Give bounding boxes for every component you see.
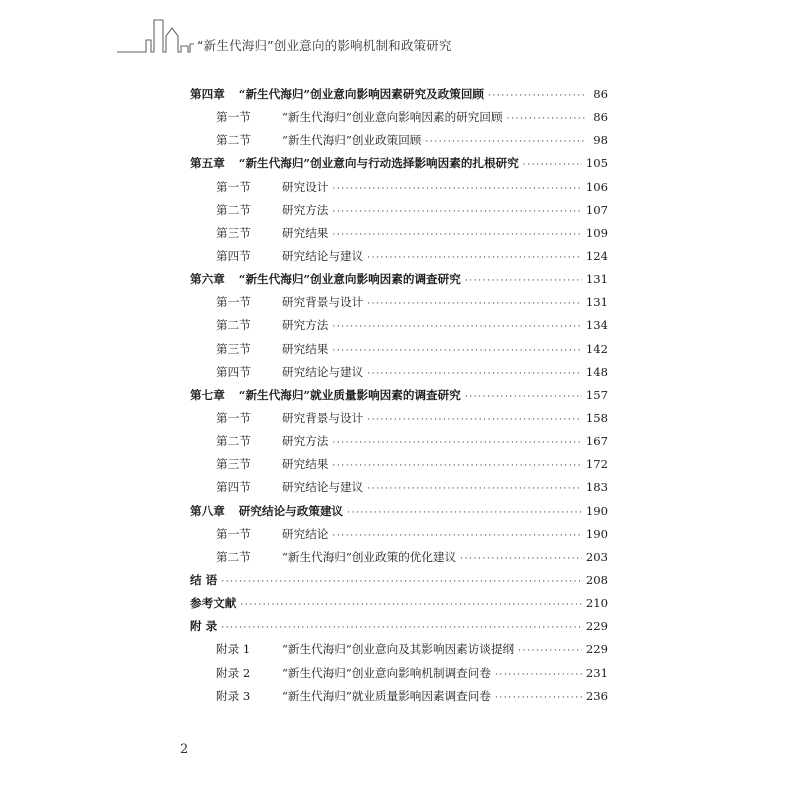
toc-section-entry[interactable] <box>190 199 608 222</box>
dot-leader <box>488 85 586 108</box>
toc-entry-number: 第二节 <box>216 549 251 564</box>
toc-entry-title: “新生代海归”就业质量影响因素调查问卷 <box>282 688 491 703</box>
toc-section-entry[interactable] <box>190 638 608 661</box>
toc-entry-number: 第一节 <box>216 526 251 541</box>
toc-entry-number: 第一节 <box>216 179 251 194</box>
dot-leader <box>332 455 581 478</box>
dot-leader <box>221 617 582 640</box>
toc-chapter-entry[interactable] <box>190 592 608 615</box>
toc-entry-page: 131 <box>585 272 608 287</box>
toc-section-entry[interactable] <box>190 106 608 129</box>
toc-entry-title: 研究方法 <box>282 434 329 449</box>
toc-entry-page: 124 <box>585 248 608 263</box>
dot-leader <box>332 316 581 339</box>
toc-entry-number: 第一节 <box>216 410 251 425</box>
toc-entry-page: 229 <box>585 619 608 634</box>
toc-entry-title: “新生代海归”就业质量影响因素的调查研究 <box>238 387 461 402</box>
toc-entry-title: “新生代海归”创业意向影响因素的调查研究 <box>238 272 461 287</box>
toc-section-entry[interactable] <box>190 662 608 685</box>
page-number: 2 <box>180 742 189 757</box>
toc-entry-page: 183 <box>585 480 608 495</box>
toc-entry-page: 86 <box>593 110 608 125</box>
page-header <box>0 0 800 60</box>
toc-section-entry[interactable] <box>190 546 608 569</box>
toc-entry-number: 第一节 <box>216 295 251 310</box>
toc-chapter-entry[interactable] <box>190 152 608 175</box>
toc-entry-title: “新生代海归”创业意向与行动选择影响因素的扎根研究 <box>238 156 519 171</box>
toc-entry-number: 第二节 <box>216 318 251 333</box>
toc-entry-page: 105 <box>585 156 608 171</box>
toc-entry-title: 研究背景与设计 <box>282 295 364 310</box>
toc-entry-page: 107 <box>585 202 608 217</box>
toc-entry-title: “新生代海归”创业政策回顾 <box>282 133 422 148</box>
toc-entry-title: “新生代海归”创业政策的优化建议 <box>282 549 457 564</box>
toc-entry-page: 190 <box>585 503 608 518</box>
dot-leader <box>425 131 586 154</box>
dot-leader <box>332 432 581 455</box>
toc-entry-title: 研究结论与建议 <box>282 248 364 263</box>
toc-chapter-entry[interactable] <box>190 384 608 407</box>
toc-entry-title: 研究结论 <box>282 526 329 541</box>
toc-entry-page: 86 <box>593 87 608 101</box>
toc-entry-number: 第四节 <box>216 480 251 495</box>
toc-section-entry[interactable] <box>190 430 608 453</box>
dot-leader <box>332 224 581 247</box>
toc-section-entry[interactable] <box>190 476 608 499</box>
toc-entry-number: 参考文献 <box>190 596 237 611</box>
dot-leader <box>367 409 582 432</box>
toc-entry-number: 附录 1 <box>216 642 251 657</box>
toc-entry-title: 研究结论与建议 <box>282 480 364 495</box>
toc-section-entry[interactable] <box>190 453 608 476</box>
toc-entry-page: 172 <box>585 457 608 472</box>
dot-leader <box>240 594 581 617</box>
dot-leader <box>332 178 581 201</box>
toc-entry-number: 附录 2 <box>216 665 251 680</box>
toc-entry-title: 研究方法 <box>282 318 329 333</box>
toc-entry-page: 142 <box>585 341 608 356</box>
dot-leader <box>347 502 582 525</box>
toc-entry-page: 236 <box>585 688 608 703</box>
toc-entry-number: 第五章 <box>190 156 225 171</box>
toc-entry-page: 106 <box>585 179 608 194</box>
toc-chapter-entry[interactable] <box>190 268 608 291</box>
toc-section-entry[interactable] <box>190 523 608 546</box>
toc-section-entry[interactable] <box>190 338 608 361</box>
dot-leader <box>523 154 582 177</box>
toc-entry-page: 203 <box>585 549 608 564</box>
dot-leader <box>367 363 582 386</box>
dot-leader <box>332 525 581 548</box>
toc-entry-title: 研究背景与设计 <box>282 410 364 425</box>
toc-chapter-entry[interactable] <box>190 615 608 638</box>
dot-leader <box>460 548 582 571</box>
toc-entry-title: “新生代海归”创业意向影响机制调查问卷 <box>282 665 491 680</box>
toc-section-entry[interactable] <box>190 176 608 199</box>
toc-chapter-entry[interactable] <box>190 83 608 106</box>
toc-section-entry[interactable] <box>190 361 608 384</box>
toc-entry-title: 研究结论与建议 <box>282 364 364 379</box>
toc-entry-number: 第四章 <box>190 87 225 101</box>
toc-section-entry[interactable] <box>190 685 608 708</box>
toc-entry-title: 研究结果 <box>282 225 329 240</box>
toc-entry-page: 231 <box>585 665 608 680</box>
dot-leader <box>507 108 586 131</box>
toc-entry-number: 附 录 <box>190 619 218 634</box>
toc-entry-title: 研究结果 <box>282 341 329 356</box>
dot-leader <box>367 478 582 501</box>
running-header-title: “新生代海归”创业意向的影响机制和政策研究 <box>197 38 452 53</box>
toc-entry-page: 190 <box>585 526 608 541</box>
toc-entry-number: 第一节 <box>216 110 251 125</box>
toc-chapter-entry[interactable] <box>190 500 608 523</box>
toc-entry-number: 第三节 <box>216 341 251 356</box>
toc-entry-page: 134 <box>585 318 608 333</box>
table-of-contents <box>190 83 608 708</box>
toc-entry-number: 第四节 <box>216 248 251 263</box>
toc-entry-page: 158 <box>585 410 608 425</box>
dot-leader <box>518 640 582 663</box>
toc-entry-page: 167 <box>585 434 608 449</box>
toc-entry-title: 研究方法 <box>282 202 329 217</box>
toc-entry-page: 148 <box>585 364 608 379</box>
toc-entry-title: 研究结论与政策建议 <box>238 503 344 518</box>
toc-section-entry[interactable] <box>190 245 608 268</box>
dot-leader <box>332 340 581 363</box>
toc-entry-number: 第六章 <box>190 272 225 287</box>
toc-section-entry[interactable] <box>190 314 608 337</box>
dot-leader <box>221 571 582 594</box>
toc-entry-page: 157 <box>585 387 608 402</box>
toc-entry-number: 第二节 <box>216 202 251 217</box>
dot-leader <box>465 270 582 293</box>
dot-leader <box>332 201 581 224</box>
dot-leader <box>495 687 582 710</box>
toc-entry-page: 98 <box>593 133 608 148</box>
toc-entry-title: “新生代海归”创业意向及其影响因素访谈提纲 <box>282 642 515 657</box>
toc-entry-title: “新生代海归”创业意向影响因素的研究回顾 <box>282 110 503 125</box>
toc-entry-page: 109 <box>585 225 608 240</box>
toc-entry-number: 第二节 <box>216 434 251 449</box>
toc-section-entry[interactable] <box>190 407 608 430</box>
dot-leader <box>465 386 582 409</box>
skyline-logo <box>0 0 200 60</box>
dot-leader <box>495 664 582 687</box>
toc-entry-number: 附录 3 <box>216 688 251 703</box>
toc-chapter-entry[interactable] <box>190 569 608 592</box>
toc-section-entry[interactable] <box>190 129 608 152</box>
toc-entry-title: “新生代海归”创业意向影响因素研究及政策回顾 <box>238 87 485 101</box>
toc-section-entry[interactable] <box>190 291 608 314</box>
toc-entry-page: 131 <box>585 295 608 310</box>
toc-section-entry[interactable] <box>190 222 608 245</box>
toc-entry-number: 结 语 <box>190 572 218 587</box>
toc-entry-number: 第二节 <box>216 133 251 148</box>
toc-entry-number: 第三节 <box>216 225 251 240</box>
toc-entry-number: 第四节 <box>216 364 251 379</box>
dot-leader <box>367 247 582 270</box>
toc-entry-number: 第三节 <box>216 457 251 472</box>
toc-entry-number: 第七章 <box>190 387 225 402</box>
toc-entry-page: 208 <box>585 572 608 587</box>
toc-entry-title: 研究设计 <box>282 179 329 194</box>
toc-entry-page: 210 <box>585 596 608 611</box>
dot-leader <box>367 293 582 316</box>
toc-entry-number: 第八章 <box>190 503 225 518</box>
toc-entry-title: 研究结果 <box>282 457 329 472</box>
toc-entry-page: 229 <box>585 642 608 657</box>
